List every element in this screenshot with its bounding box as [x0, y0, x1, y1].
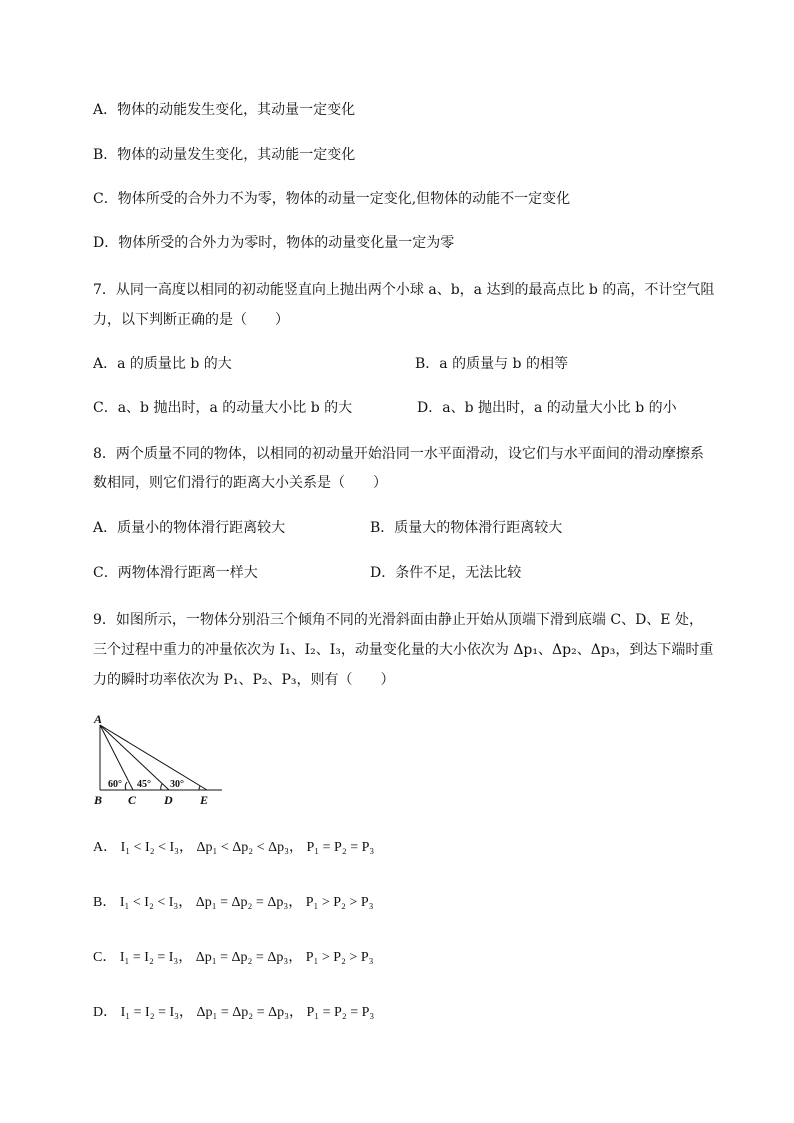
q8-stem-line1: 8．两个质量不同的物体，以相同的初动量开始沿同一水平面滑动，设它们与水平面间的滑动摩擦系	[93, 446, 704, 462]
q8-option-b: B．质量大的物体滑行距离较大	[370, 520, 563, 536]
q7-option-d: D．a、b 抛出时，a 的动量大小比 b 的小	[417, 400, 677, 416]
q9-stem-line1: 9．如图所示，一物体分别沿三个倾角不同的光滑斜面由静止开始从顶端下滑到底端 C、D、E 处，	[93, 612, 703, 628]
q9-stem-line3: 力的瞬时功率依次为 P₁、P₂、P₃，则有（ ）	[93, 672, 395, 688]
angle-arc-e	[199, 786, 200, 790]
q6-option-d: D．物体所受的合外力为零时，物体的动量变化量一定为零	[93, 235, 455, 251]
q6-option-b: B．物体的动量发生变化，其动能一定变化	[93, 147, 356, 163]
angle-label-e: 30°	[170, 779, 184, 790]
angle-arc-c	[125, 782, 127, 790]
q9-option-b: B． I₁ < I₂ < I₃， Δp₁ = Δp₂ = Δp₃， P₁ > P₂ > P₃	[93, 895, 374, 910]
q7-option-a: A．a 的质量比 b 的大	[93, 356, 232, 372]
q7-stem-line1: 7．从同一高度以相同的初动能竖直向上抛出两个小球 a、b，a 达到的最高点比 b 的高，不计空气阻	[93, 282, 715, 298]
q8-option-a: A．质量小的物体滑行距离较大	[93, 520, 286, 536]
q6-option-c: C．物体所受的合外力不为零，物体的动量一定变化,但物体的动能不一定变化	[93, 191, 571, 207]
q9-option-c: C． I₁ = I₂ = I₃， Δp₁ = Δp₂ = Δp₃， P₁ > P₂ > P₃	[93, 950, 374, 965]
q7-stem-line2: 力，以下判断正确的是（ ）	[93, 312, 289, 328]
incline-figure	[90, 712, 230, 807]
q6-option-a: A．物体的动能发生变化，其动量一定变化	[93, 102, 356, 118]
q9-stem-line2: 三个过程中重力的冲量依次为 I₁、I₂、I₃，动量变化量的大小依次为 Δp₁、Δp₂、Δp₃，到达下端时重	[93, 642, 714, 658]
label-b: B	[94, 793, 103, 807]
angle-label-d: 45°	[137, 779, 151, 790]
label-a: A	[94, 712, 103, 726]
label-e: E	[200, 793, 209, 807]
q8-stem-line2: 数相同，则它们滑行的距离大小关系是（ ）	[93, 475, 387, 491]
angle-label-c: 60°	[108, 779, 122, 790]
q7-option-b: B．a 的质量与 b 的相等	[415, 356, 568, 372]
q8-option-d: D．条件不足，无法比较	[370, 565, 522, 581]
angle-arc-d	[161, 784, 162, 790]
q8-option-c: C．两物体滑行距离一样大	[93, 565, 258, 581]
q9-option-a: A． I₁ < I₂ < I₃， Δp₁ < Δp₂ < Δp₃， P₁ = P₂ = P₃	[93, 840, 375, 855]
label-c: C	[128, 793, 137, 807]
q7-option-c: C．a、b 抛出时，a 的动量大小比 b 的大	[93, 400, 353, 416]
q9-option-d: D． I₁ = I₂ = I₃， Δp₁ = Δp₂ = Δp₃， P₁ = P₂ = P₃	[93, 1005, 375, 1020]
label-d: D	[164, 793, 173, 807]
